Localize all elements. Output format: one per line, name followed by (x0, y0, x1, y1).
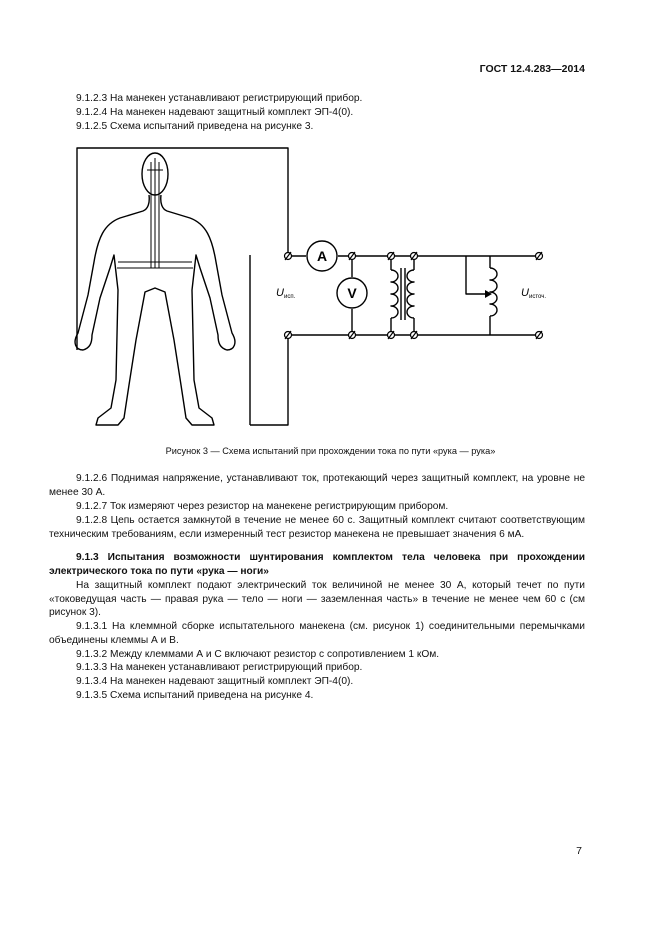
clause-9-1-2-5: 9.1.2.5 Схема испытаний приведена на рисунке 3. (76, 121, 314, 132)
u-source-subscript: источ. (529, 294, 547, 300)
u-test-subscript: исп. (284, 294, 296, 300)
voltmeter-label: V (347, 285, 357, 301)
ammeter-label: A (316, 248, 328, 264)
clause-9-1-3-4: 9.1.3.4 На манекен надевают защитный комплект ЭП-4(0). (76, 676, 354, 687)
u-source-label: U (521, 287, 529, 299)
clause-9-1-2-6: 9.1.2.6 Поднимая напряжение, устанавливают ток, протекающий через защитный комплект, на уровне не менее 30 А. (49, 473, 585, 498)
figure-3-caption: Рисунок 3 — Схема испытаний при прохождении тока по пути «рука — рука» (165, 446, 496, 456)
clause-9-1-2-3: 9.1.2.3 На манекен устанавливают регистрирующий прибор. (76, 93, 363, 104)
clause-9-1-2-8: 9.1.2.8 Цепь остается замкнутой в течение не менее 60 с. Защитный комплект считают соответствующим техническим требованиям, если измеренный тест резистор манекена не превышает значения 6 мА. (49, 515, 585, 540)
wire-head-to-terminal (77, 148, 288, 350)
clause-9-1-2-7: 9.1.2.7 Ток измеряют через резистор на манекене регистрирующим прибором. (76, 501, 449, 512)
document-header: ГОСТ 12.4.283—2014 (479, 63, 585, 75)
u-test-label: U (276, 287, 284, 299)
clause-9-1-3-1: 9.1.3.1 На клеммной сборке испытательного манекена (см. рисунок 1) соединительными перемычками объединены клеммы А и В. (49, 621, 585, 646)
section-9-1-3-title: 9.1.3 Испытания возможности шунтирования комплектом тела человека при прохождении электрического тока по пути «рука — ноги» (49, 552, 585, 577)
clause-9-1-2-4: 9.1.2.4 На манекен надевают защитный комплект ЭП-4(0). (76, 107, 354, 118)
clause-9-1-3-3: 9.1.3.3 На манекен устанавливают регистрирующий прибор. (76, 662, 363, 673)
page-number: 7 (576, 845, 582, 857)
clause-9-1-3-2: 9.1.3.2 Между клеммами А и С включают резистор с сопротивлением 1 кОм. (76, 649, 440, 660)
section-9-1-3-intro: На защитный комплект подают электрический ток величиной не менее 30 А, который течет по пути «токоведущая часть — правая рука — тело — ноги — заземленная часть» в течение не менее чем 60 с (см рисунок 3). (49, 580, 585, 619)
clause-9-1-3-5: 9.1.3.5 Схема испытаний приведена на рисунке 4. (76, 690, 314, 701)
figure-3-circuit-diagram (0, 0, 661, 440)
